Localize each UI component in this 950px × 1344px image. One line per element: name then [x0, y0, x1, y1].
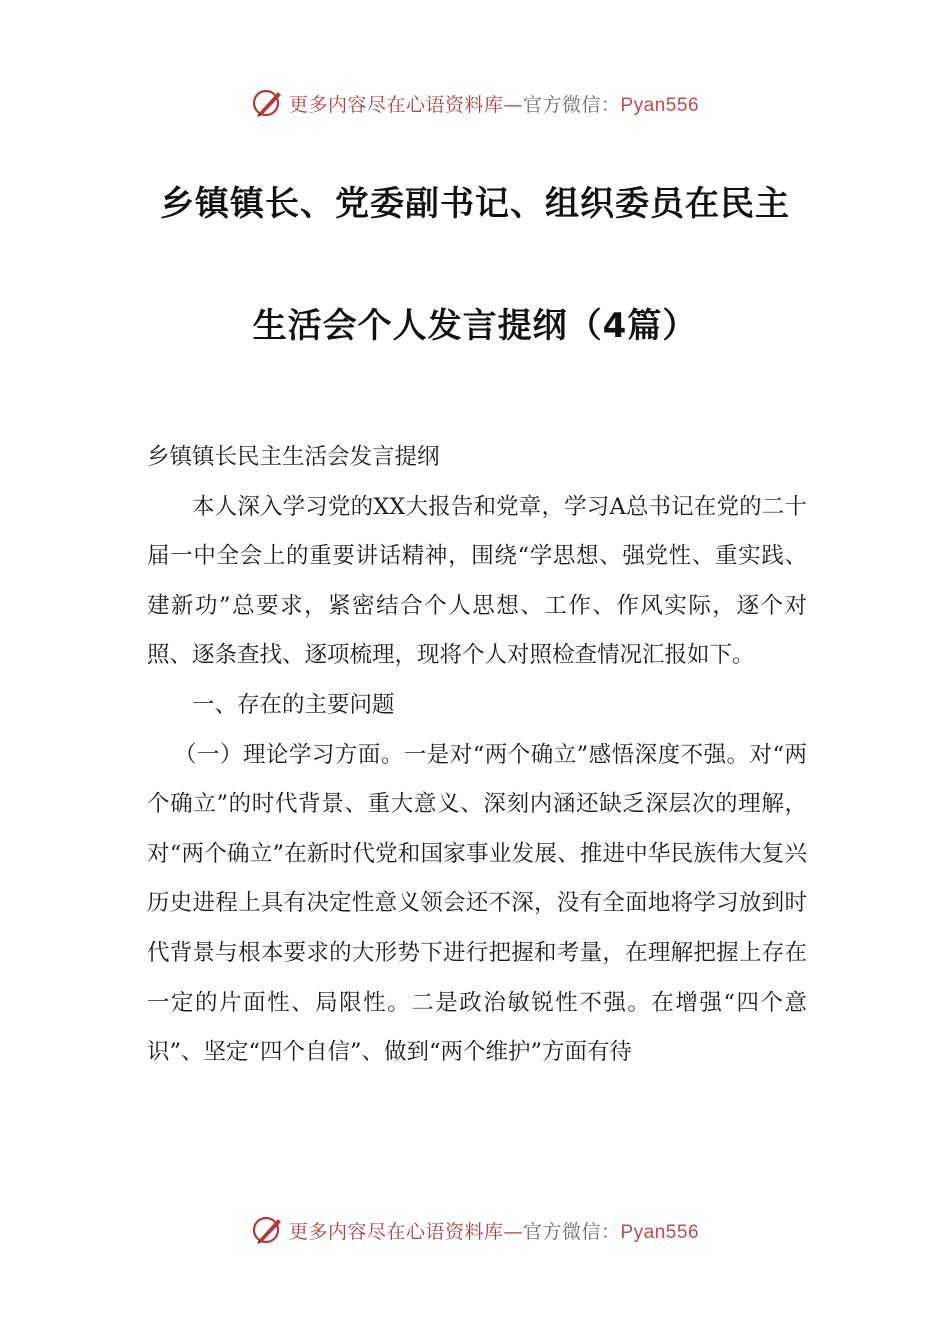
watermark-wechat-label: 官方微信： — [522, 93, 621, 116]
pen-circle-logo-icon — [251, 86, 285, 120]
watermark-text — [289, 1217, 699, 1244]
paragraph-theory-study: （一）理论学习方面。一是对“两个确立”感悟深度不强。对“两个确立”的时代背景、重大意义、深刻内涵还缺乏深层次的理解，对“两个确立”在新时代党和国家事业发展、推进中华民族伟大复兴历史进程上具有决定性意义领会还不深，没有全面地将学习放到时代背景与根本要求的大形势下进行把握和考量，在理解把握上存在一定的片面性、局限性。二是政治敏锐性不强。在增强“四个意识”、坚定“四个自信”、做到“两个维护”方面有待 — [147, 741, 807, 1066]
watermark-banner-bottom — [0, 1208, 950, 1252]
watermark-wechat-id: Pyan556 — [620, 1221, 700, 1243]
document-title-line-2: 生活会个人发言提纲（4篇） — [252, 306, 698, 346]
paragraph-intro: 本人深入学习党的XX大报告和党章，学习A总书记在党的二十届一中全会上的重要讲话精神，围绕“学思想、强党性、重实践、建新功”总要求，紧密结合个人思想、工作、作风实际，逐个对照、逐条查找、逐项梳理，现将个人对照检查情况汇报如下。 — [147, 493, 807, 669]
section-heading: 乡镇镇长民主生活会发言提纲 — [147, 444, 440, 470]
document-title-line-1: 乡镇镇长、党委副书记、组织委员在民主 — [160, 184, 790, 224]
document-body — [147, 433, 807, 1078]
watermark-text — [289, 90, 699, 117]
watermark-wechat-label: 官方微信： — [522, 1220, 621, 1243]
watermark-main-text: 更多内容尽在心语资料库— — [288, 93, 523, 116]
pen-circle-logo-icon — [251, 1213, 285, 1247]
watermark-banner-top — [0, 81, 950, 125]
watermark-wechat-id: Pyan556 — [620, 94, 700, 116]
heading-problems: 一、存在的主要问题 — [192, 691, 395, 718]
watermark-main-text: 更多内容尽在心语资料库— — [288, 1220, 523, 1243]
